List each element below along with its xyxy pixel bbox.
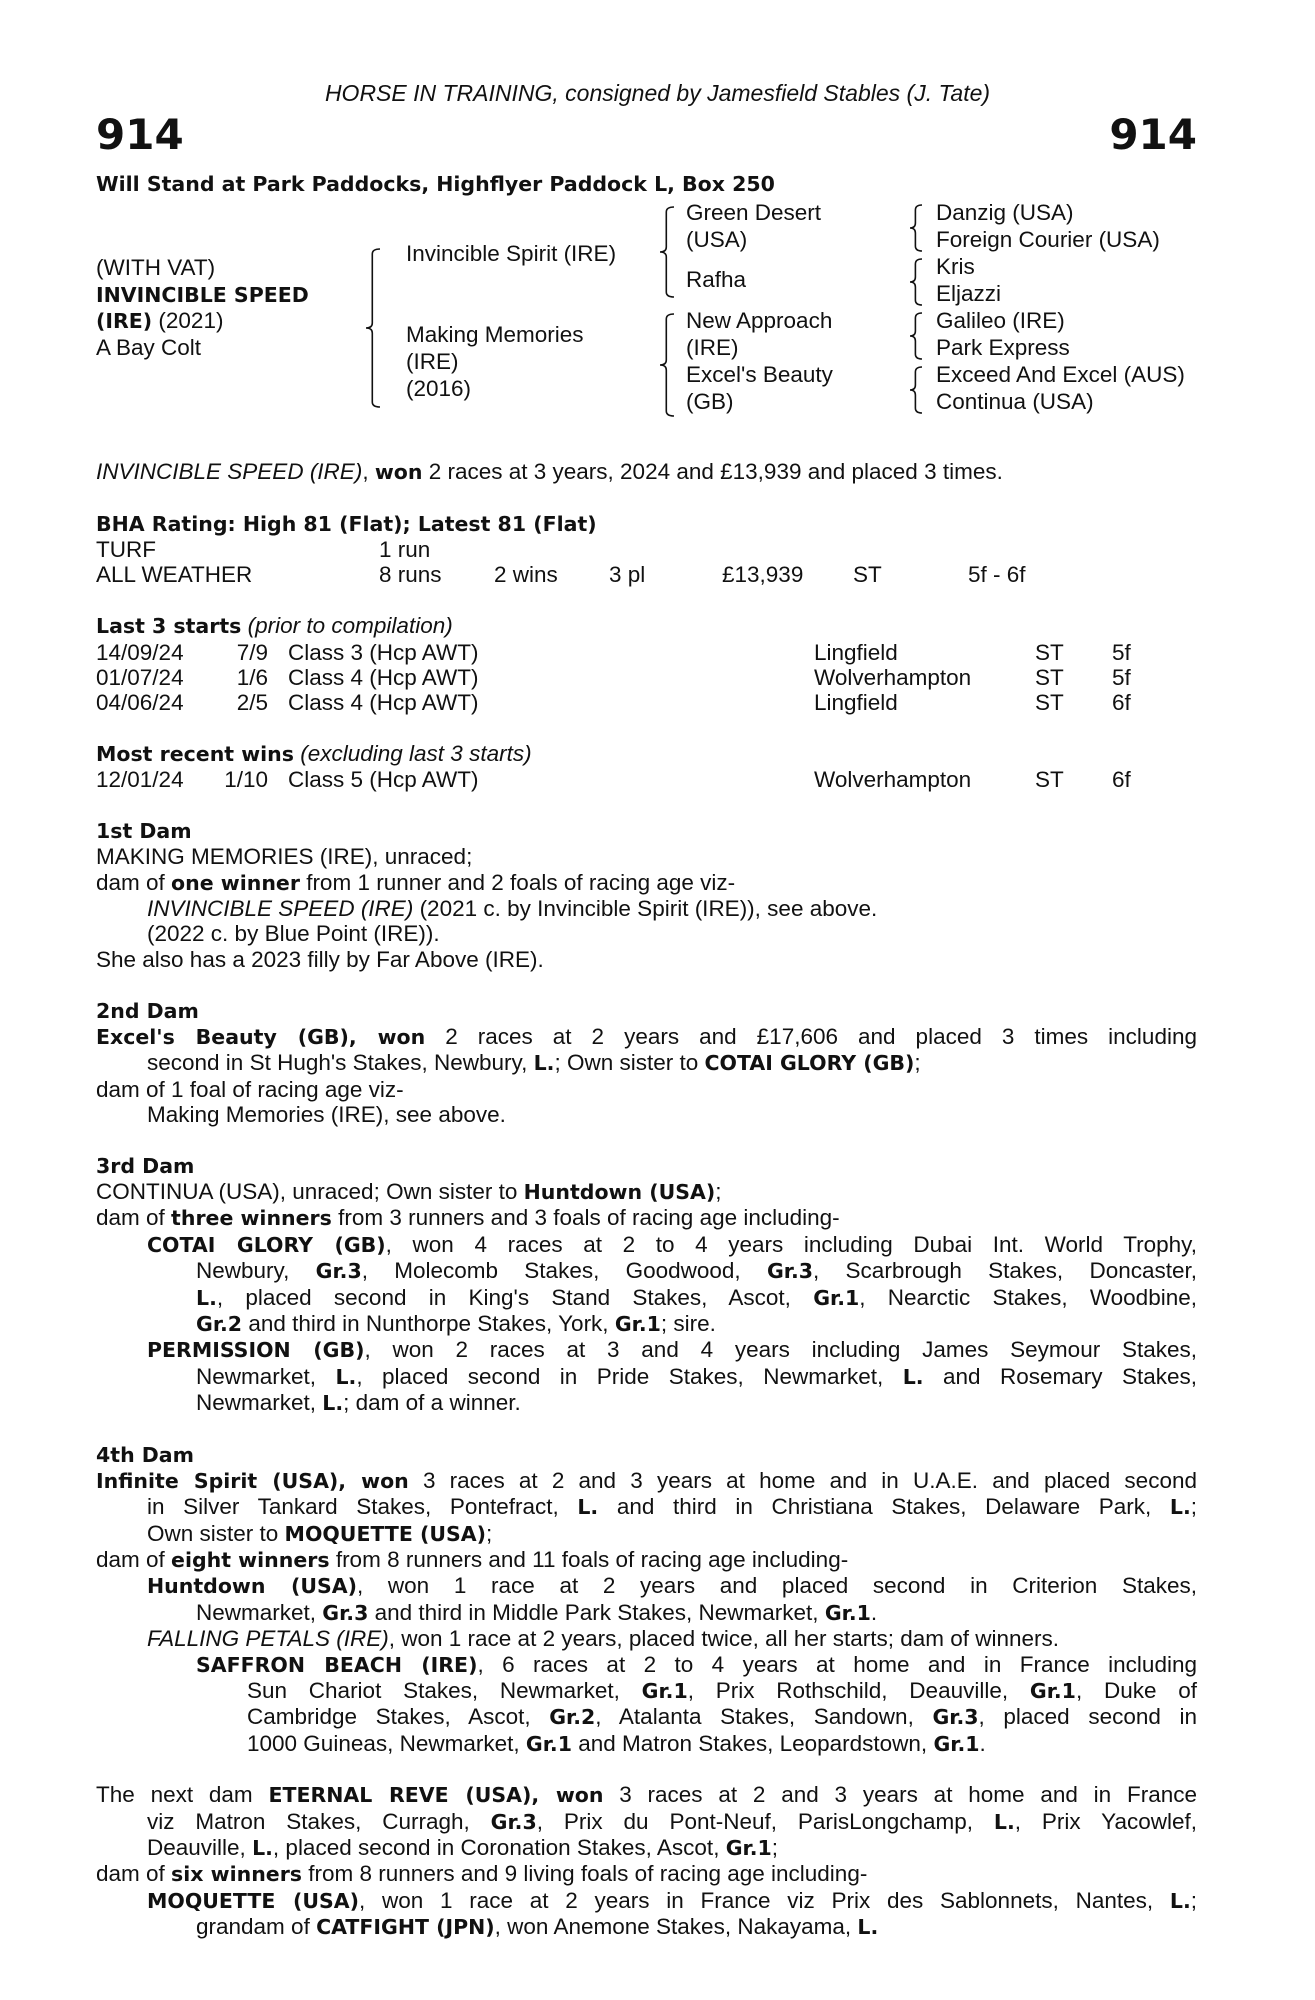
- bold-text: L.: [1169, 1495, 1191, 1520]
- pedigree-brace-dam: [660, 313, 674, 417]
- text-line: [96, 1390, 1197, 1416]
- bold-text: Huntdown (USA): [147, 1574, 357, 1599]
- dam-dam-line1: Excel's Beauty: [686, 362, 833, 387]
- text-line: [96, 1102, 1197, 1127]
- row-cell: Class 3 (Hcp AWT): [288, 639, 479, 665]
- text: 3 races at 2 and 3 years at home and in U.A.E. and placed second: [408, 1468, 1197, 1494]
- text: , won Anemone Stakes, Nakayama,: [494, 1914, 858, 1940]
- ancestor-gen3: Park Express: [936, 335, 1070, 360]
- row-cell: Class 4 (Hcp AWT): [288, 664, 479, 690]
- bold-text: 1st Dam: [96, 819, 192, 844]
- ancestor-gen3: Exceed And Excel (AUS): [936, 362, 1185, 387]
- text: , Atalanta Stakes, Sandown,: [595, 1704, 933, 1730]
- text: dam of 1 foal of racing age viz-: [96, 1076, 404, 1102]
- text-line: [96, 1547, 1197, 1573]
- paragraph: [96, 1468, 1197, 1547]
- row-cell: ST: [853, 562, 882, 588]
- paragraph: [96, 1547, 1197, 1573]
- text: Sun Chariot Stakes, Newmarket,: [247, 1677, 642, 1703]
- text: ;: [914, 1050, 921, 1076]
- sire: Invincible Spirit (IRE): [406, 241, 617, 266]
- text: The next dam: [96, 1782, 269, 1808]
- section: [96, 1782, 1197, 1940]
- row-cell: 01/07/24: [96, 664, 184, 690]
- text: Newmarket,: [196, 1389, 323, 1415]
- bold-text: PERMISSION (GB): [147, 1338, 365, 1363]
- text: Newbury,: [196, 1258, 316, 1284]
- bold-text: Gr.1: [725, 1836, 772, 1861]
- horse-name-country: (IRE): [96, 309, 153, 333]
- paragraph: [96, 1861, 1197, 1887]
- section-heading: [96, 818, 1197, 844]
- bold-text: won: [374, 460, 423, 484]
- race-row: [96, 767, 1197, 792]
- row-cell: 5f: [1112, 664, 1131, 690]
- row-cell: TURF: [96, 537, 156, 563]
- text: .: [870, 1599, 878, 1625]
- text: in Silver Tankard Stakes, Pontefract,: [147, 1494, 578, 1520]
- row-cell: 5f: [1112, 639, 1131, 665]
- text: , 6 races at 2 to 4 years at home and in France including: [477, 1651, 1197, 1677]
- bold-text: L.: [335, 1364, 357, 1389]
- text: , won 1 race at 2 years in France viz Prix des Sablonnets, Nantes,: [358, 1887, 1170, 1913]
- bold-text: Gr.1: [641, 1678, 688, 1703]
- bold-text: 3rd Dam: [96, 1153, 195, 1178]
- text: , placed second in: [978, 1704, 1197, 1730]
- text: , placed second in Coronation Stakes, Ascot,: [272, 1835, 726, 1861]
- paragraph: [96, 1024, 1197, 1077]
- text: viz Matron Stakes, Curragh,: [147, 1808, 491, 1834]
- bold-text: six winners: [171, 1862, 303, 1887]
- bold-text: Most recent wins: [96, 741, 294, 766]
- paragraph: [96, 1232, 1197, 1337]
- bold-text: CATFIGHT (JPN): [316, 1915, 495, 1940]
- bold-text: COTAI GLORY (GB): [704, 1051, 915, 1076]
- row-cell: Wolverhampton: [814, 664, 972, 690]
- text: and third in Middle Park Stakes, Newmarket,: [368, 1599, 825, 1625]
- horse-name: INVINCIBLE SPEED: [96, 283, 309, 307]
- text-line: [96, 1232, 1197, 1258]
- text: , Prix Yacowlef,: [1014, 1808, 1197, 1834]
- text-line: [96, 1521, 1197, 1547]
- text-line: [96, 1914, 1197, 1940]
- row-cell: Class 4 (Hcp AWT): [288, 690, 479, 716]
- text: dam of: [96, 1547, 172, 1573]
- bold-text: MOQUETTE (USA): [284, 1521, 487, 1546]
- sire-sire-line2: (USA): [686, 227, 748, 252]
- row-cell: ST: [1035, 664, 1064, 690]
- text: , placed second in Pride Stakes, Newmarket,: [356, 1363, 903, 1389]
- bold-text: Gr.1: [933, 1731, 980, 1756]
- text-line: [96, 1337, 1197, 1363]
- text: ;: [771, 1835, 779, 1861]
- pedigree-brace-g3: [910, 258, 922, 306]
- section: [96, 998, 1197, 1128]
- paragraph: [96, 1652, 1197, 1757]
- dam-line2: (IRE): [406, 349, 459, 374]
- italic-text: (excluding last 3 starts): [293, 740, 532, 766]
- section: [96, 613, 1197, 715]
- text: , Scarbrough Stakes, Doncaster,: [813, 1258, 1197, 1284]
- text-line: [96, 1678, 1197, 1704]
- text-line: [96, 896, 1197, 921]
- vat-note: (WITH VAT): [96, 255, 216, 280]
- row-cell: 1 run: [379, 537, 431, 563]
- sire-sire-line1: Green Desert: [686, 200, 822, 225]
- paragraph: [96, 1205, 1197, 1231]
- row-cell: 8 runs: [379, 562, 442, 588]
- text: , Prix Rothschild, Deauville,: [687, 1677, 1030, 1703]
- row-cell: Wolverhampton: [814, 767, 972, 793]
- bold-text: ETERNAL REVE (USA), won: [268, 1783, 604, 1808]
- text: and Rosemary Stakes,: [923, 1363, 1198, 1389]
- horse-description: A Bay Colt: [96, 335, 202, 360]
- text-line: [96, 1573, 1197, 1599]
- bold-text: Gr.3: [932, 1705, 979, 1730]
- text: 2 races at 2 years and £17,606 and placed 3 times including: [425, 1023, 1197, 1049]
- race-row: [96, 640, 1197, 665]
- text: from 1 runner and 2 foals of racing age viz-: [299, 869, 736, 895]
- text-line: [96, 1258, 1197, 1284]
- section: [96, 511, 1197, 588]
- text: ;: [715, 1179, 722, 1205]
- ancestor-gen3: Continua (USA): [936, 389, 1094, 414]
- row-cell: ALL WEATHER: [96, 562, 253, 588]
- text: CONTINUA (USA), unraced; Own sister to: [96, 1179, 524, 1205]
- text: ;: [1190, 1887, 1197, 1913]
- text: from 3 runners and 3 foals of racing age including-: [331, 1205, 840, 1231]
- text-line: [96, 1782, 1197, 1808]
- row-cell: Lingfield: [814, 639, 898, 665]
- text-line: [96, 1205, 1197, 1231]
- text: (2021 c. by Invincible Spirit (IRE)), see above.: [413, 896, 878, 922]
- text: , Duke of: [1075, 1677, 1198, 1703]
- row-cell: 12/01/24: [96, 767, 184, 793]
- bold-text: eight winners: [171, 1548, 330, 1573]
- bold-text: Excel's Beauty (GB), won: [96, 1024, 426, 1049]
- text: , Prix du Pont-Neuf, ParisLongchamp,: [536, 1808, 994, 1834]
- text: dam of: [96, 869, 172, 895]
- ancestor-gen3: Kris: [936, 254, 975, 279]
- text: ;: [486, 1520, 493, 1546]
- bold-text: L.: [577, 1495, 599, 1520]
- bold-text: 2nd Dam: [96, 998, 199, 1023]
- race-row: [96, 665, 1197, 690]
- text: , Molecomb Stakes, Goodwood,: [361, 1258, 767, 1284]
- bold-text: BHA Rating: High 81 (Flat); Latest 81 (Flat): [96, 511, 597, 536]
- text-line: [96, 844, 1197, 869]
- text: 3 races at 2 and 3 years at home and in France: [603, 1782, 1197, 1808]
- text-line: [96, 1704, 1197, 1730]
- ancestor-gen3: Foreign Courier (USA): [936, 227, 1160, 252]
- text-line: [96, 1731, 1197, 1757]
- lot-number-right: 914: [1109, 110, 1197, 159]
- text-line: [96, 1600, 1197, 1626]
- bold-text: Gr.3: [315, 1259, 362, 1284]
- bold-text: L.: [533, 1051, 555, 1076]
- bold-text: L.: [322, 1390, 344, 1415]
- paragraph: [96, 844, 1197, 869]
- text: Cambridge Stakes, Ascot,: [247, 1704, 550, 1730]
- foaling-year: (2021): [152, 308, 224, 333]
- pedigree-brace-g3: [910, 366, 922, 414]
- text: , Nearctic Stakes, Woodbine,: [859, 1284, 1197, 1310]
- paragraph: [96, 921, 1197, 946]
- row-cell: 7/9: [236, 639, 268, 665]
- dam-line3: (2016): [406, 376, 472, 401]
- text: and Matron Stakes, Leopardstown,: [571, 1730, 934, 1756]
- text: ,: [362, 459, 375, 484]
- row-cell: ST: [1035, 690, 1064, 716]
- italic-text: FALLING PETALS (IRE): [147, 1626, 389, 1652]
- text-line: [96, 1077, 1197, 1102]
- text-line: [96, 1364, 1197, 1390]
- pedigree-brace-g3: [910, 204, 922, 252]
- row-cell: 1/10: [224, 767, 268, 793]
- bold-text: L.: [252, 1836, 273, 1861]
- text: ;: [1190, 1494, 1197, 1520]
- pedigree-brace-sire: [660, 206, 674, 298]
- row-cell: 6f: [1112, 690, 1131, 716]
- bold-text: Gr.3: [766, 1259, 814, 1284]
- bold-text: L.: [196, 1285, 217, 1310]
- section: [96, 818, 1197, 972]
- row-cell: 5f - 6f: [968, 562, 1026, 588]
- sire-dam: Rafha: [686, 267, 747, 292]
- text: dam of: [96, 1205, 172, 1231]
- text: from 8 runners and 9 living foals of racing age including-: [302, 1861, 868, 1887]
- row-cell: 2/5: [236, 690, 268, 716]
- section-heading: [96, 511, 1197, 537]
- bold-text: Infinite Spirit (USA), won: [96, 1469, 409, 1494]
- bold-text: three winners: [171, 1206, 332, 1231]
- row-cell: 3 pl: [609, 562, 646, 588]
- race-row: [96, 690, 1197, 715]
- bold-text: Gr.2: [549, 1705, 596, 1730]
- row-cell: 04/06/24: [96, 690, 184, 716]
- text: Making Memories (IRE), see above.: [147, 1101, 506, 1127]
- text: Newmarket,: [196, 1363, 336, 1389]
- row-cell: £13,939: [722, 562, 804, 588]
- rating-row: [96, 537, 1197, 562]
- row-cell: 1/6: [236, 664, 268, 690]
- text-line: [96, 1888, 1197, 1914]
- paragraph: [96, 1179, 1197, 1205]
- text-line: [96, 459, 1197, 485]
- text: .: [979, 1730, 986, 1756]
- section: [96, 1153, 1197, 1417]
- paragraph: [96, 896, 1197, 921]
- text-line: [96, 921, 1197, 946]
- stand-location: Will Stand at Park Paddocks, Highflyer Paddock L, Box 250: [96, 172, 775, 196]
- text: second in St Hugh's Stakes, Newbury,: [147, 1050, 534, 1076]
- paragraph: [96, 1782, 1197, 1861]
- bold-text: Gr.1: [824, 1600, 871, 1625]
- paragraph: [96, 1102, 1197, 1127]
- pedigree-brace-g3: [910, 312, 922, 360]
- dam-sire-line1: New Approach: [686, 308, 833, 333]
- bold-text: Last 3 starts: [96, 614, 242, 639]
- text: from 8 runners and 11 foals of racing age including-: [329, 1547, 849, 1573]
- text: ; Own sister to: [554, 1050, 705, 1076]
- paragraph: [96, 1573, 1197, 1626]
- paragraph: [96, 459, 1197, 485]
- paragraph: [96, 1077, 1197, 1102]
- text-line: [96, 1494, 1197, 1520]
- text-line: [96, 1024, 1197, 1050]
- bold-text: Gr.1: [525, 1731, 572, 1756]
- bold-text: L.: [902, 1364, 924, 1389]
- row-cell: Lingfield: [814, 690, 898, 716]
- dam-sire-line2: (IRE): [686, 335, 739, 360]
- text: 2 races at 3 years, 2024 and £13,939 and placed 3 times.: [422, 459, 1003, 484]
- section-heading: [96, 741, 1197, 767]
- bold-text: L.: [857, 1915, 879, 1940]
- text: , won 4 races at 2 to 4 years including Dubai Int. World Trophy,: [385, 1231, 1197, 1257]
- bold-text: Gr.1: [1029, 1678, 1076, 1703]
- section-heading: [96, 1153, 1197, 1179]
- ancestor-gen3: Danzig (USA): [936, 200, 1074, 225]
- ancestor-gen3: Eljazzi: [936, 281, 1002, 306]
- text: ; dam of a winner.: [343, 1389, 521, 1415]
- rating-row: [96, 562, 1197, 587]
- paragraph: [96, 1888, 1197, 1941]
- text-line: [96, 870, 1197, 896]
- italic-text: INVINCIBLE SPEED (IRE): [147, 896, 414, 922]
- text: (2022 c. by Blue Point (IRE)).: [147, 921, 440, 947]
- bold-text: MOQUETTE (USA): [147, 1888, 359, 1913]
- row-cell: 6f: [1112, 767, 1131, 793]
- consignor-header: HORSE IN TRAINING, consigned by Jamesfield Stables (J. Tate): [324, 80, 991, 106]
- row-cell: Class 5 (Hcp AWT): [288, 767, 479, 793]
- text: She also has a 2023 filly by Far Above (IRE).: [96, 946, 544, 972]
- text-line: [96, 947, 1197, 972]
- text: and third in Christiana Stakes, Delaware Park,: [598, 1494, 1170, 1520]
- text-line: [96, 1468, 1197, 1494]
- dam-line1: Making Memories: [406, 322, 584, 347]
- text-line: [96, 1861, 1197, 1887]
- section-heading: [96, 613, 1197, 639]
- text: Newmarket,: [196, 1599, 323, 1625]
- text: MAKING MEMORIES (IRE), unraced;: [96, 844, 473, 870]
- section: [96, 741, 1197, 793]
- paragraph: [96, 947, 1197, 972]
- text: ; sire.: [660, 1310, 716, 1336]
- text-line: [96, 1835, 1197, 1861]
- bold-text: L.: [993, 1809, 1015, 1834]
- text: dam of: [96, 1861, 172, 1887]
- lot-number-left: 914: [96, 110, 184, 159]
- italic-text: INVINCIBLE SPEED (IRE): [96, 459, 363, 484]
- bold-text: COTAI GLORY (GB): [147, 1232, 386, 1257]
- horse-name-country-year: [96, 308, 223, 334]
- text: , won 1 race at 2 years, placed twice, all her starts; dam of winners.: [388, 1626, 1060, 1652]
- text: , won 1 race at 2 years and placed second in Criterion Stakes,: [357, 1573, 1197, 1599]
- section-heading: [96, 998, 1197, 1024]
- text-line: [96, 1626, 1197, 1651]
- text: , placed second in King's Stand Stakes, Ascot,: [216, 1284, 814, 1310]
- text: and third in Nunthorpe Stakes, York,: [242, 1310, 615, 1336]
- section: [96, 1442, 1197, 1757]
- bold-text: Huntdown (USA): [523, 1180, 716, 1205]
- text-line: [96, 1311, 1197, 1337]
- bold-text: SAFFRON BEACH (IRE): [196, 1652, 478, 1677]
- dam-dam-line2: (GB): [686, 389, 734, 414]
- text-line: [96, 1050, 1197, 1076]
- text-line: [96, 1285, 1197, 1311]
- paragraph: [96, 1626, 1197, 1651]
- text: grandam of: [196, 1914, 317, 1940]
- text: Own sister to: [147, 1520, 285, 1546]
- ancestor-gen3: Galileo (IRE): [936, 308, 1065, 333]
- pedigree-brace-main: [366, 248, 380, 408]
- bold-text: Gr.1: [614, 1311, 661, 1336]
- bold-text: 4th Dam: [96, 1442, 195, 1467]
- row-cell: 14/09/24: [96, 639, 184, 665]
- bold-text: Gr.3: [322, 1600, 369, 1625]
- section-heading: [96, 1442, 1197, 1468]
- text: 1000 Guineas, Newmarket,: [247, 1730, 526, 1756]
- bold-text: Gr.3: [490, 1809, 537, 1834]
- text: Deauville,: [147, 1835, 253, 1861]
- italic-text: (prior to compilation): [241, 613, 453, 639]
- row-cell: ST: [1035, 767, 1064, 793]
- catalogue-body: [96, 459, 1197, 1966]
- text: , won 2 races at 3 and 4 years including James Seymour Stakes,: [364, 1337, 1197, 1363]
- bold-text: Gr.1: [813, 1285, 860, 1310]
- section: [96, 459, 1197, 485]
- row-cell: 2 wins: [494, 562, 558, 588]
- bold-text: Gr.2: [196, 1311, 243, 1336]
- row-cell: ST: [1035, 639, 1064, 665]
- bold-text: one winner: [171, 870, 300, 895]
- bold-text: L.: [1169, 1888, 1191, 1913]
- text-line: [96, 1809, 1197, 1835]
- text-line: [96, 1652, 1197, 1678]
- paragraph: [96, 1337, 1197, 1416]
- text-line: [96, 1179, 1197, 1205]
- paragraph: [96, 870, 1197, 896]
